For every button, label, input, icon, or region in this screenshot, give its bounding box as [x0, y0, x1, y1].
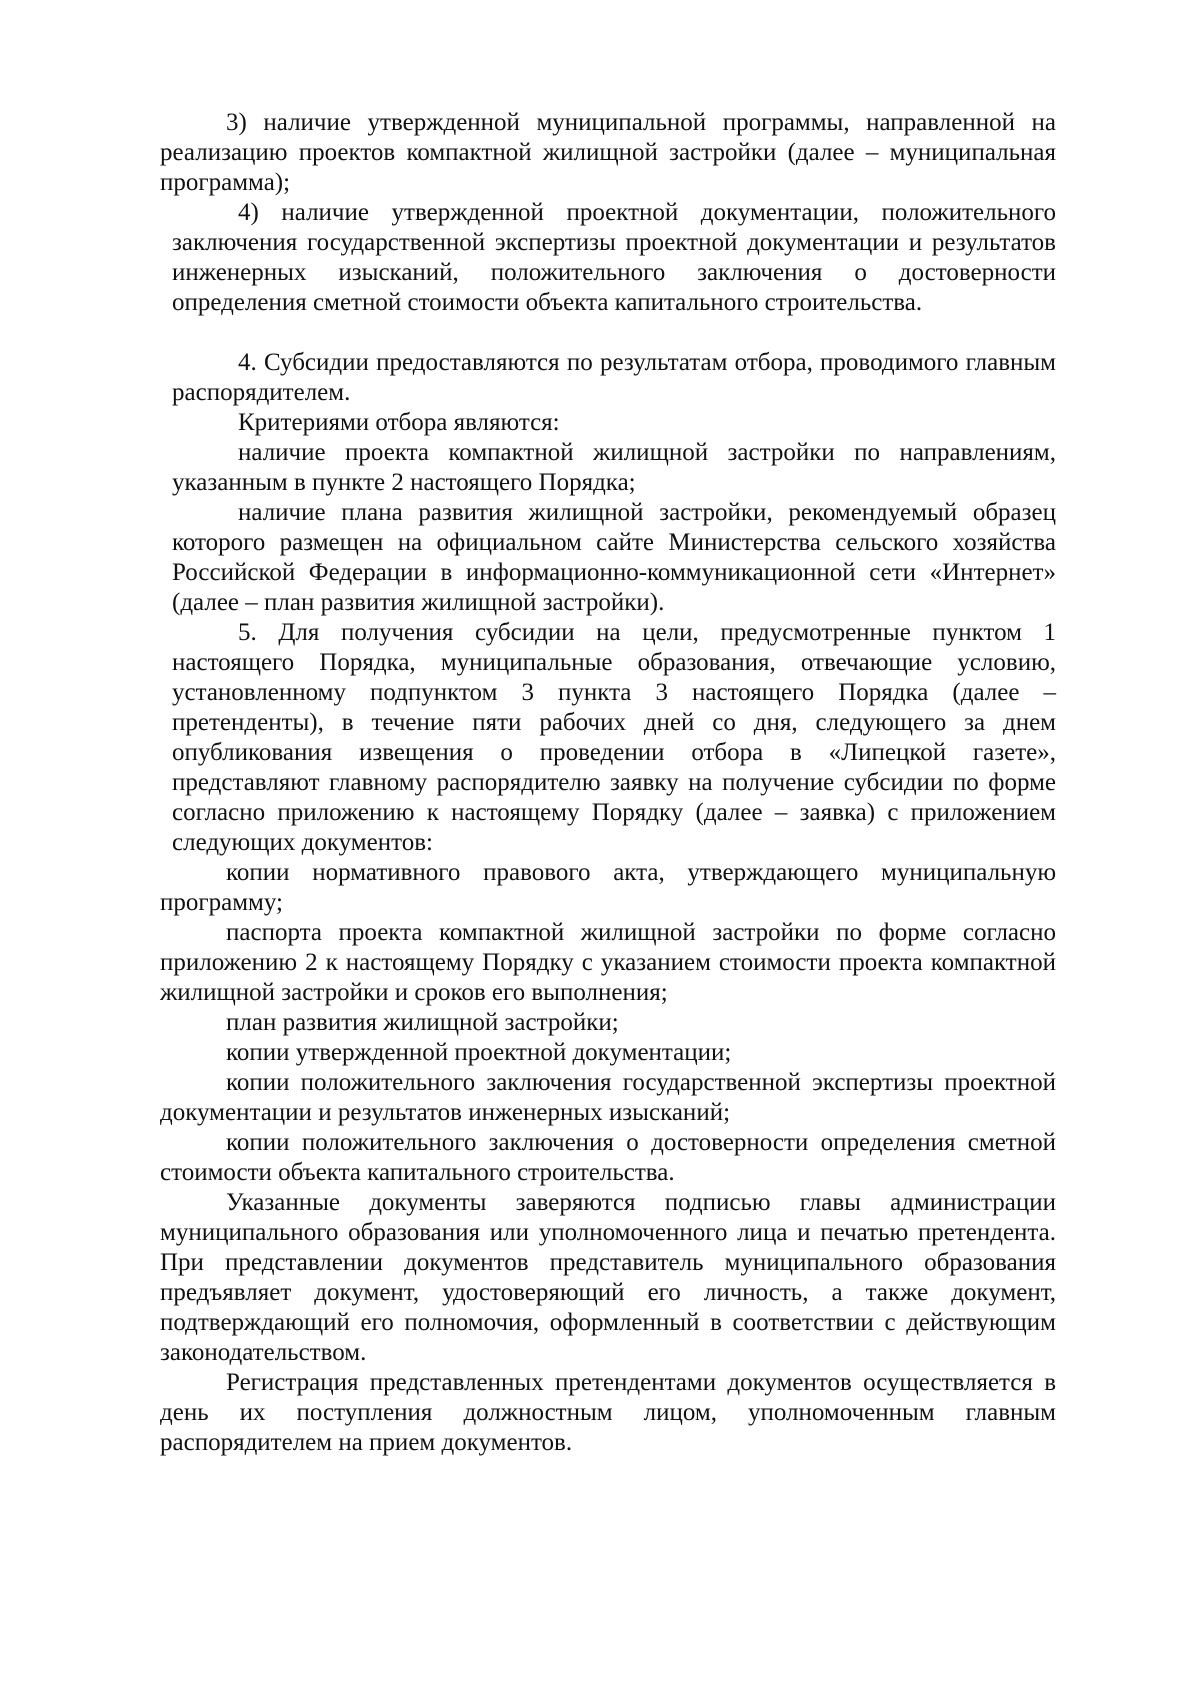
paragraph-doc-cost-reliability: копии положительного заключения о достоверности определения сметной стоимости объекта капитального строительства. — [160, 1129, 1056, 1186]
paragraph-subsidy-selection: 4. Субсидии предоставляются по результатам отбора, проводимого главным распорядителем. — [172, 349, 1056, 406]
paragraph-certification: Указанные документы заверяются подписью главы администрации муниципального образования или уполномоченного лица и печатью претендента. При представлении документов представитель муниципального образования предъявляет документ, удостоверяющий его личность, а также документ, подтверждающий его полномочия, оформленный в соответствии с действующим законодательством. — [160, 1189, 1056, 1366]
paragraph-criterion-plan: наличие плана развития жилищной застройки, рекомендуемый образец которого размещен на официальном сайте Министерства сельского хозяйства Российской Федерации в информационно-коммуникационной сети «Интернет» (далее – план развития жилищной застройки). — [172, 499, 1056, 616]
paragraph-doc-passport: паспорта проекта компактной жилищной застройки по форме согласно приложению 2 к настоящему Порядку с указанием стоимости проекта компактной жилищной застройки и сроков его выполнения; — [160, 919, 1056, 1006]
paragraph-application-procedure: 5. Для получения субсидии на цели, предусмотренные пунктом 1 настоящего Порядка, муниципальные образования, отвечающие условию, установленному подпунктом 3 пункта 3 настоящего Порядка (далее – претенденты), в течение пяти рабочих дней со дня, следующего за днем опубликования извещения о проведении отбора в «Липецкой газете», представляют главному распорядителю заявку на получение субсидии по форме согласно приложению к настоящему Порядку (далее – заявка) с приложением следующих документов: — [172, 619, 1056, 856]
paragraph-criterion-project: наличие проекта компактной жилищной застройки по направлениям, указанным в пункте 2 настоящего Порядка; — [172, 439, 1056, 496]
paragraph-criteria-heading: Критериями отбора являются: — [238, 409, 560, 436]
paragraph-registration: Регистрация представленных претендентами документов осуществляется в день их поступления должностным лицом, уполномоченным главным распорядителем на прием документов. — [160, 1369, 1056, 1456]
paragraph-doc-design-documentation: копии утвержденной проектной документации; — [226, 1039, 732, 1066]
paragraph-doc-normative-act: копии нормативного правового акта, утверждающего муниципальную программу; — [160, 859, 1056, 916]
paragraph-project-documentation: 4) наличие утвержденной проектной документации, положительного заключения государственной экспертизы проектной документации и результатов инженерных изысканий, положительного заключения о достоверности определения сметной стоимости объекта капитального строительства. — [172, 199, 1056, 316]
paragraph-municipal-program: 3) наличие утвержденной муниципальной программы, направленной на реализацию проектов компактной жилищной застройки (далее – муниципальная программа); — [160, 109, 1056, 196]
paragraph-doc-development-plan: план развития жилищной застройки; — [226, 1009, 619, 1036]
paragraph-doc-expertise: копии положительного заключения государственной экспертизы проектной документации и результатов инженерных изысканий; — [160, 1069, 1056, 1126]
